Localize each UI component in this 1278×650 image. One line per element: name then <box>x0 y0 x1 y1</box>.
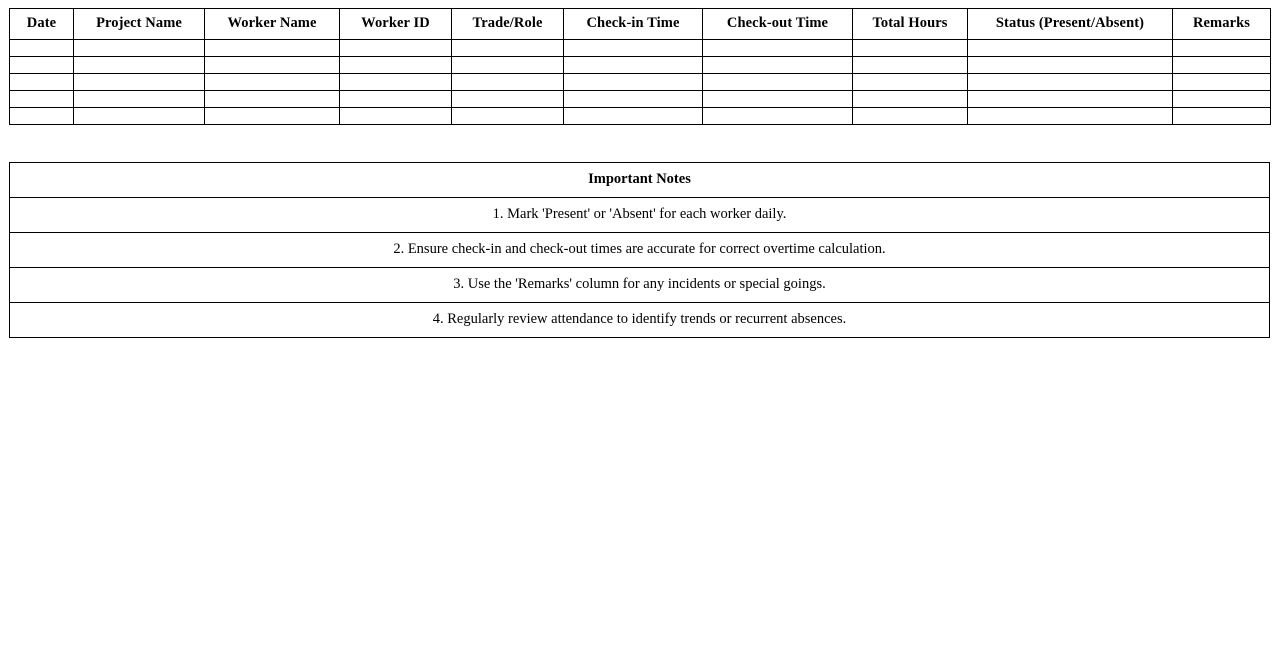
cell-checkin[interactable] <box>564 74 703 91</box>
cell-status[interactable] <box>968 91 1173 108</box>
cell-worker_id[interactable] <box>340 57 452 74</box>
note-row <box>10 303 1270 338</box>
cell-trade[interactable] <box>452 108 564 125</box>
column-header-worker-id: Worker ID <box>340 9 452 40</box>
cell-date[interactable] <box>10 57 74 74</box>
important-notes-table-container <box>9 162 1270 338</box>
cell-checkout[interactable] <box>703 40 853 57</box>
note-row <box>10 233 1270 268</box>
column-header-total-hours: Total Hours <box>853 9 968 40</box>
cell-date[interactable] <box>10 108 74 125</box>
table-row[interactable] <box>10 108 1271 125</box>
note-item: 3. Use the 'Remarks' column for any incidents or special goings. <box>10 268 1270 303</box>
cell-status[interactable] <box>968 108 1173 125</box>
column-header-trade: Trade/Role <box>452 9 564 40</box>
cell-worker_name[interactable] <box>205 108 340 125</box>
note-item: 1. Mark 'Present' or 'Absent' for each worker daily. <box>10 198 1270 233</box>
cell-checkin[interactable] <box>564 40 703 57</box>
cell-worker_name[interactable] <box>205 57 340 74</box>
cell-date[interactable] <box>10 74 74 91</box>
cell-project[interactable] <box>74 91 205 108</box>
cell-hours[interactable] <box>853 91 968 108</box>
cell-project[interactable] <box>74 108 205 125</box>
cell-trade[interactable] <box>452 91 564 108</box>
attendance-table-header <box>10 9 1271 40</box>
column-header-worker-name: Worker Name <box>205 9 340 40</box>
cell-status[interactable] <box>968 74 1173 91</box>
note-row <box>10 198 1270 233</box>
cell-trade[interactable] <box>452 57 564 74</box>
cell-remarks[interactable] <box>1173 74 1271 91</box>
cell-date[interactable] <box>10 91 74 108</box>
column-header-date: Date <box>10 9 74 40</box>
column-header-project: Project Name <box>74 9 205 40</box>
cell-checkin[interactable] <box>564 108 703 125</box>
notes-title: Important Notes <box>10 163 1270 198</box>
cell-remarks[interactable] <box>1173 40 1271 57</box>
cell-worker_id[interactable] <box>340 91 452 108</box>
table-row[interactable] <box>10 91 1271 108</box>
note-item: 2. Ensure check-in and check-out times are accurate for correct overtime calculation. <box>10 233 1270 268</box>
column-header-status: Status (Present/Absent) <box>968 9 1173 40</box>
cell-hours[interactable] <box>853 40 968 57</box>
cell-remarks[interactable] <box>1173 57 1271 74</box>
attendance-table-body <box>10 40 1271 125</box>
table-row[interactable] <box>10 74 1271 91</box>
column-header-checkout: Check-out Time <box>703 9 853 40</box>
cell-trade[interactable] <box>452 40 564 57</box>
cell-hours[interactable] <box>853 74 968 91</box>
attendance-log-table-container <box>9 8 1270 125</box>
cell-project[interactable] <box>74 74 205 91</box>
cell-project[interactable] <box>74 57 205 74</box>
cell-status[interactable] <box>968 57 1173 74</box>
table-row[interactable] <box>10 57 1271 74</box>
cell-project[interactable] <box>74 40 205 57</box>
notes-title-row <box>10 163 1270 198</box>
cell-worker_name[interactable] <box>205 74 340 91</box>
column-header-remarks: Remarks <box>1173 9 1271 40</box>
header-row <box>10 9 1271 40</box>
important-notes-body <box>10 163 1270 338</box>
note-row <box>10 268 1270 303</box>
cell-worker_id[interactable] <box>340 108 452 125</box>
cell-hours[interactable] <box>853 57 968 74</box>
cell-checkin[interactable] <box>564 57 703 74</box>
note-item: 4. Regularly review attendance to identify trends or recurrent absences. <box>10 303 1270 338</box>
important-notes-table <box>9 162 1270 338</box>
cell-worker_name[interactable] <box>205 40 340 57</box>
cell-worker_id[interactable] <box>340 40 452 57</box>
cell-date[interactable] <box>10 40 74 57</box>
cell-status[interactable] <box>968 40 1173 57</box>
cell-remarks[interactable] <box>1173 108 1271 125</box>
cell-checkout[interactable] <box>703 108 853 125</box>
attendance-log-table <box>9 8 1271 125</box>
cell-checkin[interactable] <box>564 91 703 108</box>
cell-hours[interactable] <box>853 108 968 125</box>
cell-checkout[interactable] <box>703 91 853 108</box>
cell-remarks[interactable] <box>1173 91 1271 108</box>
cell-worker_name[interactable] <box>205 91 340 108</box>
table-row[interactable] <box>10 40 1271 57</box>
column-header-checkin: Check-in Time <box>564 9 703 40</box>
cell-worker_id[interactable] <box>340 74 452 91</box>
cell-checkout[interactable] <box>703 74 853 91</box>
cell-trade[interactable] <box>452 74 564 91</box>
cell-checkout[interactable] <box>703 57 853 74</box>
